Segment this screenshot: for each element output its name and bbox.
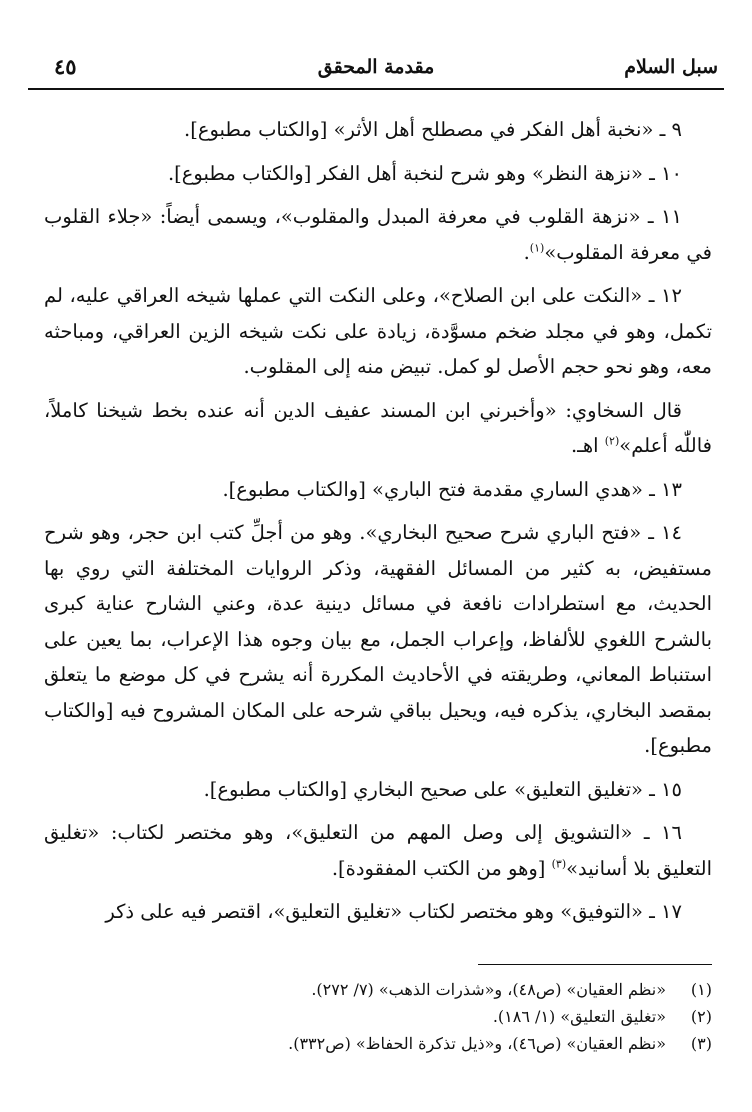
footnote-1 — [40, 976, 712, 1003]
paragraph-tail: [وهو من الكتب المفقودة]. — [331, 856, 552, 880]
paragraph-tail: . — [523, 240, 530, 264]
footnote-text: «تغليق التعليق» (١/ ١٨٦). — [492, 1007, 666, 1026]
footnote-text: «نظم العقيان» (ص٤٦)، و«ذيل تذكرة الحفاظ» (ص٣٣٢). — [288, 1034, 666, 1053]
footnote-ref-2[interactable]: (٢) — [604, 434, 620, 448]
book-title: سبل السلام — [624, 56, 718, 78]
footnote-number: (٣) — [690, 1034, 712, 1053]
paragraph-9 — [44, 112, 712, 148]
paragraph-text: ١١ ـ «نزهة القلوب في معرفة المبدل والمقلوب»، ويسمى أيضاً: «جلاء القلوب في معرفة المقلوب» — [44, 205, 712, 264]
footnote-number: (١) — [690, 980, 712, 999]
running-header — [28, 52, 724, 90]
page-number: ٤٥ — [54, 54, 77, 79]
paragraph-15 — [44, 772, 712, 808]
footnote-text: «نظم العقيان» (ص٤٨)، و«شذرات الذهب» (٧/ ٢٧٢). — [311, 980, 666, 999]
footnotes — [40, 976, 712, 1057]
paragraph-17 — [44, 894, 712, 930]
footnote-3 — [40, 1030, 712, 1057]
paragraph-13 — [44, 472, 712, 508]
main-text — [44, 112, 712, 938]
paragraph-14 — [44, 515, 712, 764]
footnote-ref-1[interactable]: (١) — [529, 241, 545, 254]
paragraph-10 — [44, 156, 712, 192]
footnote-number: (٢) — [690, 1007, 712, 1026]
paragraph-text: ٩ ـ «نخبة أهل الفكر في مصطلح أهل الأثر» [والكتاب مطبوع]. — [184, 118, 682, 141]
paragraph-11 — [44, 199, 712, 270]
paragraph-sakhawi-quote — [44, 393, 712, 464]
paragraph-text: قال السخاوي: «وأخبرني ابن المسند عفيف الدين أنه عنده بخط شيخنا كاملاً، فاللّٰه أعلم» — [44, 398, 712, 457]
paragraph-16 — [44, 815, 712, 886]
paragraph-text: ١٤ ـ «فتح الباري شرح صحيح البخاري». وهو من أجلِّ كتب ابن حجر، وهو شرح مستفيض، به كثير من المسائل الفقهية، وذكر الروايات المختلفة التي روي بها الحديث، مع استطرادات نافعة في مسائل دينية عدة، وعني الشارح عناية كبرى بالشرح اللغوي للألفاظ، وإعراب الجمل، مع بيان وجوه هذا الإعراب، بما يعين على استنباط المعاني، وطريقته في الأحاديث المكررة أنه يشرح في كل موضع ما يتعلق بمقصد البخاري، يذكره فيه، ويحيل بباقي شرحه على المكان المشروح فيه [والكتاب مطبوع]. — [44, 521, 712, 757]
paragraph-text: ١٦ ـ «التشويق إلى وصل المهم من التعليق»، وهو مختصر لكتاب: «تغليق التعليق بلا أسانيد» — [44, 821, 712, 880]
footnote-separator — [478, 964, 712, 965]
footnote-ref-3[interactable]: (٣) — [551, 857, 567, 870]
paragraph-text: ١٠ ـ «نزهة النظر» وهو شرح لنخبة أهل الفكر [والكتاب مطبوع]. — [167, 161, 682, 185]
footnote-2 — [40, 1003, 712, 1030]
section-title: مقدمة المحقق — [317, 56, 435, 78]
paragraph-text: ١٣ ـ «هدي الساري مقدمة فتح الباري» [والكتاب مطبوع]. — [222, 477, 682, 501]
paragraph-text: ١٥ ـ «تغليق التعليق» على صحيح البخاري [والكتاب مطبوع]. — [203, 777, 682, 801]
paragraph-tail: اهـ. — [570, 434, 605, 457]
paragraph-12 — [44, 278, 712, 385]
paragraph-text: ١٧ ـ «التوفيق» وهو مختصر لكتاب «تغليق التعليق»، اقتصر فيه على ذكر — [105, 900, 682, 923]
paragraph-text: ١٢ ـ «النكت على ابن الصلاح»، وعلى النكت التي عملها شيخه العراقي عليه، لم تكمل، وهو في مجلد ضخم مسوَّدة، زيادة على نكت شيخه الزين العراقي، ومباحثه معه، وهو نحو حجم الأصل لو كمل. تبيض منه إلى المقلوب. — [44, 284, 712, 378]
